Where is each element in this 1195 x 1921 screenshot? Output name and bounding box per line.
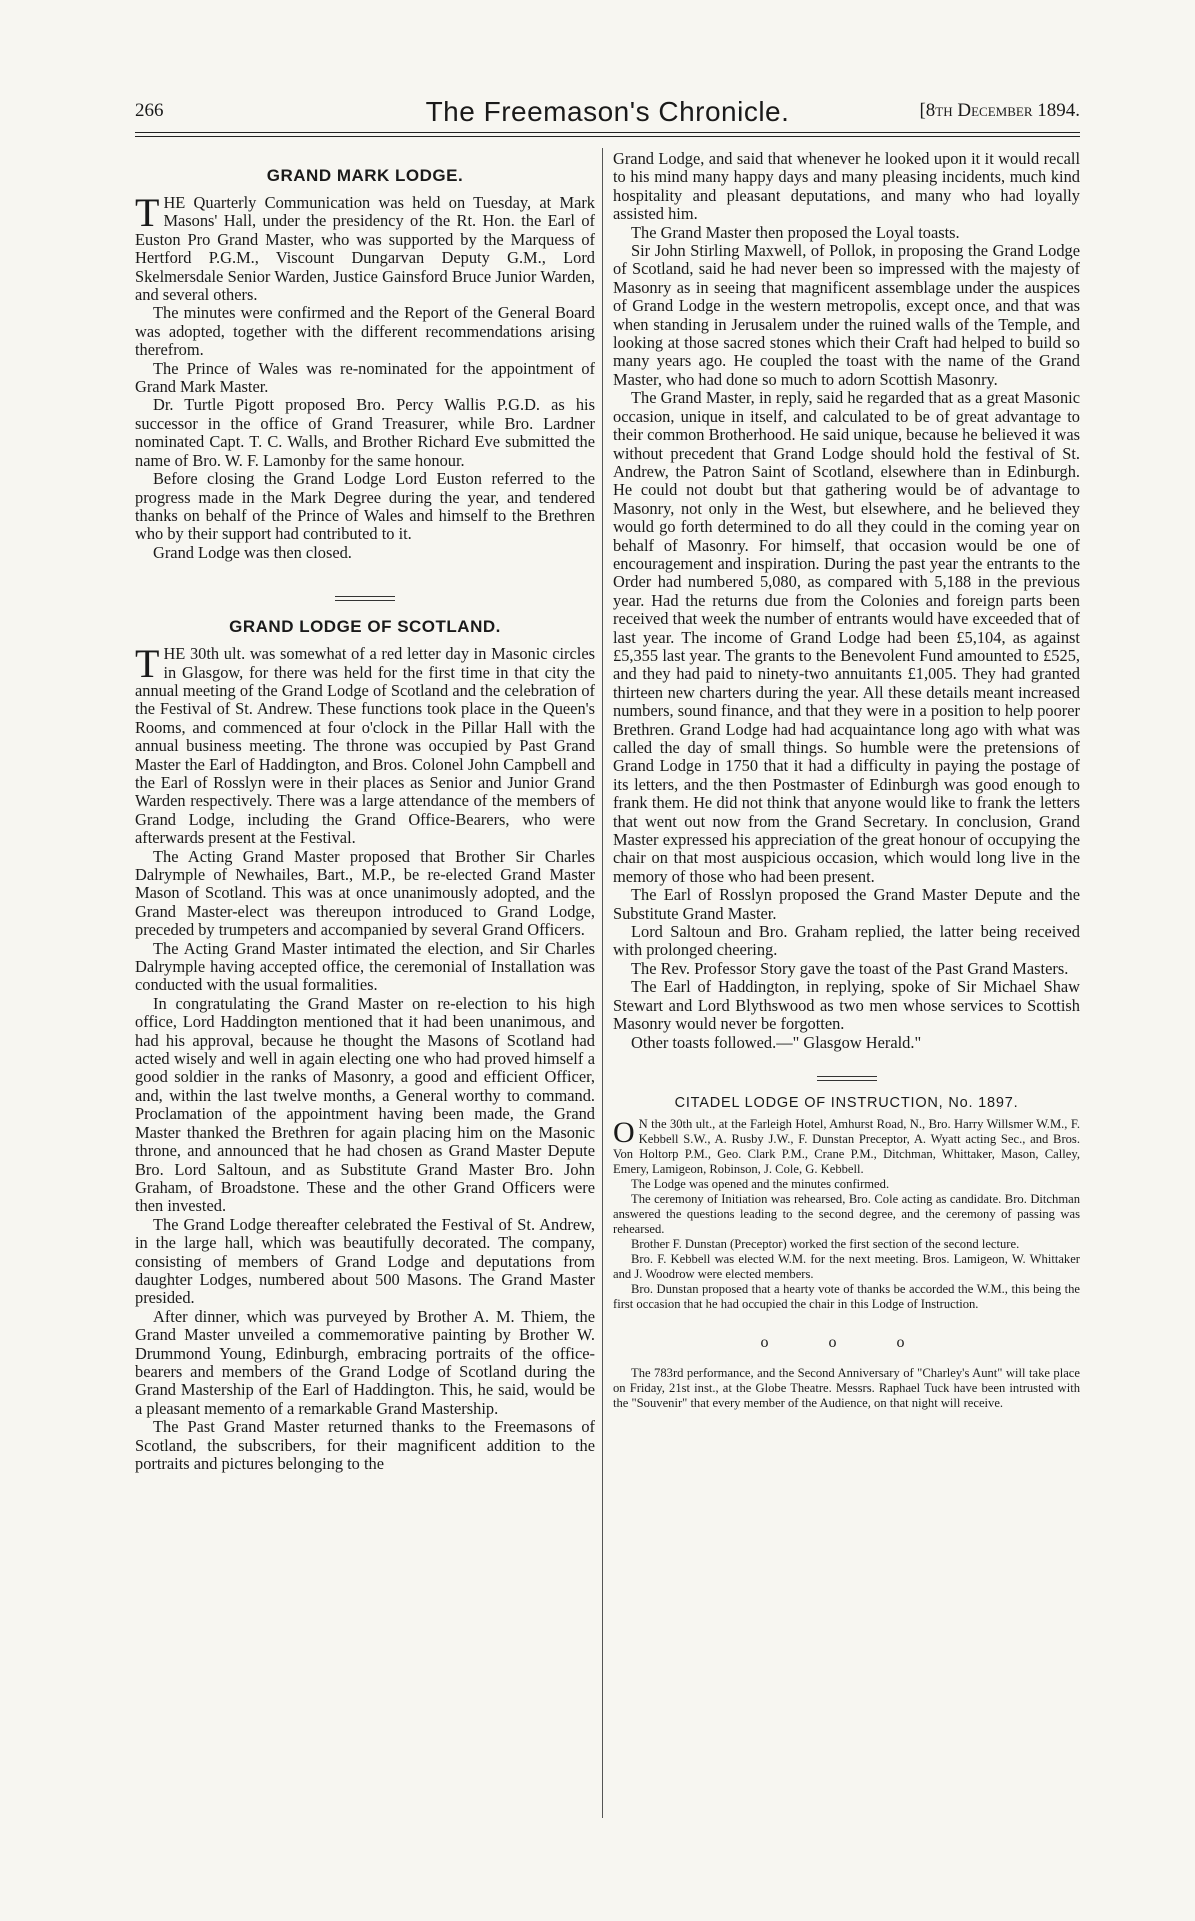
- masthead: [135, 98, 1080, 132]
- article-paragraph: Other toasts followed.—" Glasgow Herald.": [631, 1032, 922, 1052]
- article-paragraph: Bro. F. Kebbell was elected W.M. for the next meeting. Bros. Lamigeon, W. Whittaker and J. Woodrow were elected members.: [613, 1251, 1080, 1281]
- article-paragraph: The Prince of Wales was re-nominated for the appointment of Grand Mark Master.: [135, 358, 595, 397]
- publication-title: The Freemason's Chronicle.: [425, 96, 790, 127]
- issue-date: [8th December 1894.: [919, 100, 1080, 121]
- citadel-lodge-report: [613, 1095, 1080, 1411]
- ornament-divider: o o o: [760, 1333, 933, 1351]
- article-paragraph: The Lodge was opened and the minutes confirmed.: [631, 1176, 890, 1191]
- article-paragraph: Grand Lodge was then closed.: [153, 542, 352, 562]
- section-title-grand-lodge-scotland: GRAND LODGE OF SCOTLAND.: [229, 617, 501, 637]
- article-paragraph: THE Quarterly Communication was held on Tuesday, at Mark Masons' Hall, under the presidency of the Rt. Hon. the Earl of Euston Pro Grand Master, who was supported by the Marquess of Hertford P.G.M., Viscount Dungarvan Deputy G.M., Lord Skelmersdale Senior Warden, Justice Gainsford Bruce Junior Warden, and several others.: [135, 190, 595, 305]
- article-paragraph: THE 30th ult. was somewhat of a red letter day in Masonic circles in Glasgow, for there was held for the first time in that city the annual meeting of the Grand Lodge of Scotland and the celebration of the Festival of St. Andrew. These functions took place in the Queen's Rooms, and commenced at four o'clock in the Pillar Hall with the annual business meeting. The throne was occupied by Past Grand Master the Earl of Haddington, and Bros. Colonel John Campbell and the Earl of Rosslyn were in their places as Senior and Junior Grand Warden respectively. There was a large attendance of the members of Grand Lodge, including the Grand Office-Bearers, who were afterwards present at the Festival.: [135, 641, 595, 848]
- article-paragraph: Lord Saltoun and Bro. Graham replied, the latter being received with prolonged cheering.: [613, 922, 1080, 960]
- article-paragraph: The Grand Master, in reply, said he regarded that as a great Masonic occasion, unique in itself, and calculated to be of great advantage to their common Brotherhood. He said unique, because he believed it was without precedent that Grand Lodge should hold the festival of St. Andrew, the Patron Saint of Scotland, elsewhere than in Edinburgh. He could not doubt but that gathering would be of advantage to Masonry, not only in the West, but elsewhere, and he believed they would go forth determined to do all they could in the coming year on behalf of Masonry. For himself, that occasion would be one of encouragement and inspiration. During the past year the entrants to the Order had numbered 5,080, as compared with 5,188 in the previous year. Had the returns due from the Colonies and foreign parts been received that week the number of entrants would have exceeded that of last year. The income of Grand Lodge had been £5,104, as against £5,355 last year. The grants to the Benevolent Fund amounted to £525, and they had paid to ninety-two annuitants £1,005. They had granted thirteen new charters during the year. All these details meant increased numbers, sound finance, and that they were in a position to help poorer Brethren. Grand Lodge had had acquaintance long ago with what was called the day of small things. So humble were the pretensions of Grand Lodge in 1750 that it had a difficulty in paying the postage of its letters, and the then Postmaster of Edinburgh was good enough to frank them. He did not think that anyone would like to frank the letters that went out now from the Grand Secretary. In conclusion, Grand Master expressed his appreciation of the great honour of occupying the chair on that most auspicious occasion, which would long live in the memory of those who had been present.: [613, 388, 1080, 886]
- article-paragraph: The minutes were confirmed and the Report of the General Board was adopted, together with the different recommendations arising therefrom.: [135, 303, 595, 360]
- article-paragraph: In congratulating the Grand Master on re-election to his high office, Lord Haddington mentioned that it had been unanimous, and had his approval, because he thought the Masons of Scotland had acted wisely and well in again electing one who had proved himself a good soldier in the ranks of Masonry, a good and efficient Officer, and, within the last twelve months, a General worthy to command. Proclamation of the appointment having been made, the Grand Master thanked the Brethren for again placing him on the Masonic throne, and announced that he had chosen as Grand Master Depute Bro. Lord Saltoun, and as Substitute Grand Master Bro. John Graham, of Broadstone. These and the other Grand Officers were then invested.: [135, 993, 595, 1216]
- article-paragraph: Dr. Turtle Pigott proposed Bro. Percy Wallis P.G.D. as his successor in the office of Grand Treasurer, while Bro. Lardner nominated Capt. T. C. Walls, and Brother Richard Eve submitted the name of Bro. W. F. Lamonby for the same honour.: [135, 395, 595, 470]
- article-paragraph: The Rev. Professor Story gave the toast of the Past Grand Masters.: [631, 958, 1069, 978]
- article-paragraph: The Grand Lodge thereafter celebrated the Festival of St. Andrew, in the large hall, which was beautifully decorated. The company, consisting of members of Grand Lodge and deputations from daughter Lodges, numbered about 500 Masons. The Grand Master presided.: [135, 1214, 595, 1308]
- section-separator: [335, 596, 395, 601]
- article-paragraph: The Grand Master then proposed the Loyal toasts.: [631, 222, 960, 242]
- drop-cap: T: [135, 190, 160, 235]
- article-paragraph: The Past Grand Master returned thanks to the Freemasons of Scotland, the subscribers, for their magnificent addition to the portraits and pictures belonging to the: [135, 1417, 595, 1473]
- header-rule: [135, 132, 1080, 133]
- article-paragraph: Before closing the Grand Lodge Lord Euston referred to the progress made in the Mark Degree during the year, and tendered thanks on behalf of the Prince of Wales and himself to the Brethren who by their support had contributed to it.: [135, 469, 595, 544]
- article-paragraph: The Earl of Haddington, in replying, spoke of Sir Michael Shaw Stewart and Lord Blythswood as two men whose services to Scottish Masonry would never be forgotten.: [613, 977, 1080, 1034]
- article-paragraph-charleys-aunt: The 783rd performance, and the Second Anniversary of "Charley's Aunt" will take place on Friday, 21st inst., at the Globe Theatre. Messrs. Raphael Tuck have been intrusted with the "Souvenir" that every member of the Audience, on that night will receive.: [613, 1365, 1080, 1410]
- section-separator: [817, 1076, 877, 1081]
- article-paragraph: Brother F. Dunstan (Preceptor) worked the first section of the second lecture.: [631, 1236, 1020, 1251]
- header-rule-thin: [135, 136, 1080, 137]
- article-paragraph: O N the 30th ult., at the Farleigh Hotel, Amhurst Road, N., Bro. Harry Willsmer W.M., F. Kebbell S.W., A. Rusby J.W., F. Dunstan Preceptor, A. Wyatt acting Sec., and Bros. Von Holtorp P.M., Geo. Clark P.M., Crane P.M., Ditchman, Whittaker, Mason, Calley, Emery, Lamigeon, Robinson, J. Cole, G. Kebbell.: [613, 1115, 1080, 1176]
- section-title-grand-mark-lodge: GRAND MARK LODGE.: [266, 166, 464, 185]
- article-paragraph: After dinner, which was purveyed by Brother A. M. Thiem, the Grand Master unveiled a commemorative painting by Brother W. Drummond Young, Edinburgh, embracing portraits of the office-bearers and members of the Grand Lodge of Scotland during the Grand Mastership of the Earl of Haddington. This, he said, would be a pleasant memento of a remarkable Grand Mastership.: [135, 1306, 595, 1418]
- article-paragraph: The Acting Grand Master proposed that Brother Sir Charles Dalrymple of Newhailes, Bart., M.P., be re-elected Grand Master Mason of Scotland. This was at once unanimously adopted, and the Grand Master-elect was thereupon introduced to Grand Lodge, preceded by trumpeters and accompanied by several Grand Officers.: [135, 846, 595, 940]
- column-divider: [602, 148, 603, 1818]
- page-number: 266: [135, 100, 164, 121]
- article-paragraph: Sir John Stirling Maxwell, of Pollok, in proposing the Grand Lodge of Scotland, said he had never been so impressed with the majesty of Masonry as in seeing that magnificent assemblage under the auspices of Grand Lodge in the western metropolis, except once, and that was when standing in Jerusalem under the ruined walls of the Temple, and looking at those sacred stones which their Craft had helped to build so many years ago. He coupled the toast with the name of the Grand Master, who had done so much to adorn Scottish Masonry.: [613, 241, 1080, 389]
- right-column: [613, 150, 1080, 1411]
- article-paragraph: Grand Lodge, and said that whenever he looked upon it it would recall to his mind many happy days and many pleasing incidents, much kind hospitality and pleasant deputations, and many who had loyally assisted him.: [613, 149, 1080, 224]
- article-paragraph: The Acting Grand Master intimated the election, and Sir Charles Dalrymple having accepted office, the ceremonial of Installation was conducted with the usual formalities.: [135, 938, 595, 995]
- left-column: [135, 150, 595, 1473]
- article-paragraph: Bro. Dunstan proposed that a hearty vote of thanks be accorded the W.M., this being the first occasion that he had occupied the chair in this Lodge of Instruction.: [613, 1281, 1080, 1311]
- drop-cap: T: [135, 641, 160, 687]
- section-title-citadel-lodge: CITADEL LODGE OF INSTRUCTION, No. 1897.: [674, 1094, 1019, 1111]
- article-paragraph: The ceremony of Initiation was rehearsed, Bro. Cole acting as candidate. Bro. Ditchman answered the questions leading to the second degree, and the ceremony of passing was rehearsed.: [613, 1191, 1080, 1236]
- article-paragraph: The Earl of Rosslyn proposed the Grand Master Depute and the Substitute Grand Master.: [613, 885, 1080, 923]
- drop-cap: O: [613, 1115, 635, 1149]
